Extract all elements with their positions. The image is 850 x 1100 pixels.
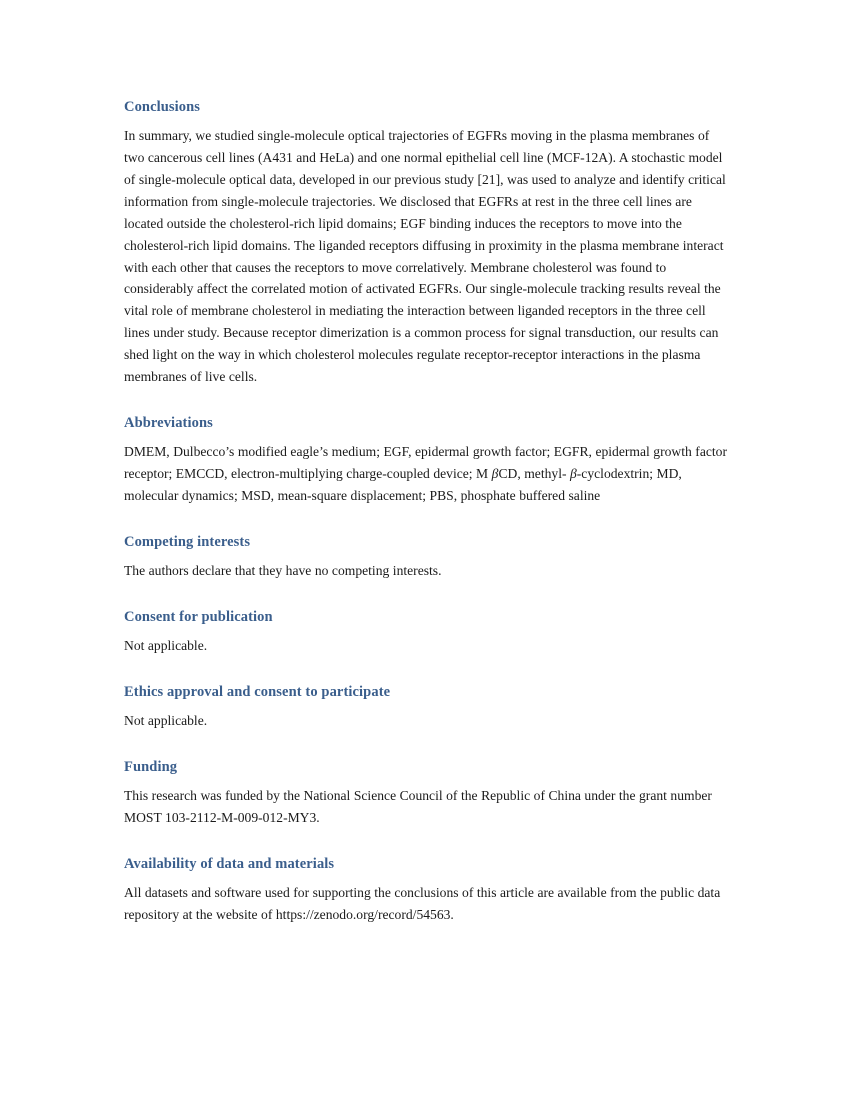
section-heading-abbreviations: Abbreviations <box>124 415 213 431</box>
section-heading-ethics-approval: Ethics approval and consent to participate <box>124 683 391 700</box>
section-body-conclusions: In summary, we studied single-molecule optical trajectories of EGFRs moving in the plasma membranes of two cancerous cell lines (A431 and HeLa) and one normal epithelial cell line (MCF-12A). A stochastic model of single-molecule optical data, developed in our previous study [21], was used to analyze and identify critical information from single-molecule trajectories. We disclosed that EGFRs at rest in the three cell lines are located outside the cholesterol-rich lipid domains; EGF binding induces the receptors to move into the cholesterol-rich lipid domains. The liganded receptors diffusing in proximity in the plasma membrane interact with each other that causes the receptors to move correlatively. Membrane cholesterol was found to considerably affect the correlated motion of activated EGFRs. Our single-molecule tracking results reveal the vital role of membrane cholesterol in mediating the interaction between liganded receptors in the three cell lines under study. Because receptor dimerization is a common process for signal transduction, our results can shed light on the way in which cholesterol molecules regulate receptor-receptor interactions in the plasma membranes of live cells. <box>124 128 726 385</box>
section-heading-funding: Funding <box>124 758 178 775</box>
section-availability-of-data <box>124 855 728 926</box>
section-abbreviations <box>124 414 728 507</box>
section-ethics-approval <box>124 683 728 732</box>
section-body-abbreviations <box>124 441 728 507</box>
section-body-funding: This research was funded by the National Science Council of the Republic of China under the grant number MOST 103-2112-M-009-012-MY3. <box>124 788 712 825</box>
section-funding <box>124 758 728 829</box>
document-content <box>124 98 728 926</box>
section-conclusions <box>124 98 728 388</box>
section-competing-interests <box>124 533 728 582</box>
section-heading-competing-interests: Competing interests <box>124 533 251 550</box>
section-body-consent-for-publication: Not applicable. <box>124 638 208 653</box>
section-body-competing-interests: The authors declare that they have no competing interests. <box>124 562 442 578</box>
section-body-ethics-approval: Not applicable. <box>124 713 208 729</box>
abbrev-text-part-1: DMEM, Dulbecco’s modified eagle’s medium; EGF, epidermal growth factor; EGFR, epidermal growth factor receptor; EMCCD, electron-multiplying charge-coupled device; M <box>124 444 727 482</box>
section-heading-consent-for-publication: Consent for publication <box>124 608 273 625</box>
beta-symbol-mbcd: β <box>491 466 499 482</box>
section-heading-availability-of-data: Availability of data and materials <box>124 855 335 872</box>
abbrev-text-part-3: -cyclodextrin; MD, molecular dynamics; MSD, mean-square displacement; PBS, phosphate buffered saline <box>124 466 682 503</box>
section-body-availability-of-data: All datasets and software used for supporting the conclusions of this article are available from the public data repository at the website of https://zenodo.org/record/54563. <box>124 885 721 922</box>
abbrev-text-part-2: CD, methyl- <box>498 466 570 482</box>
beta-symbol-cyclodextrin: β <box>570 466 577 482</box>
section-heading-conclusions: Conclusions <box>124 99 201 115</box>
section-consent-for-publication <box>124 608 728 657</box>
